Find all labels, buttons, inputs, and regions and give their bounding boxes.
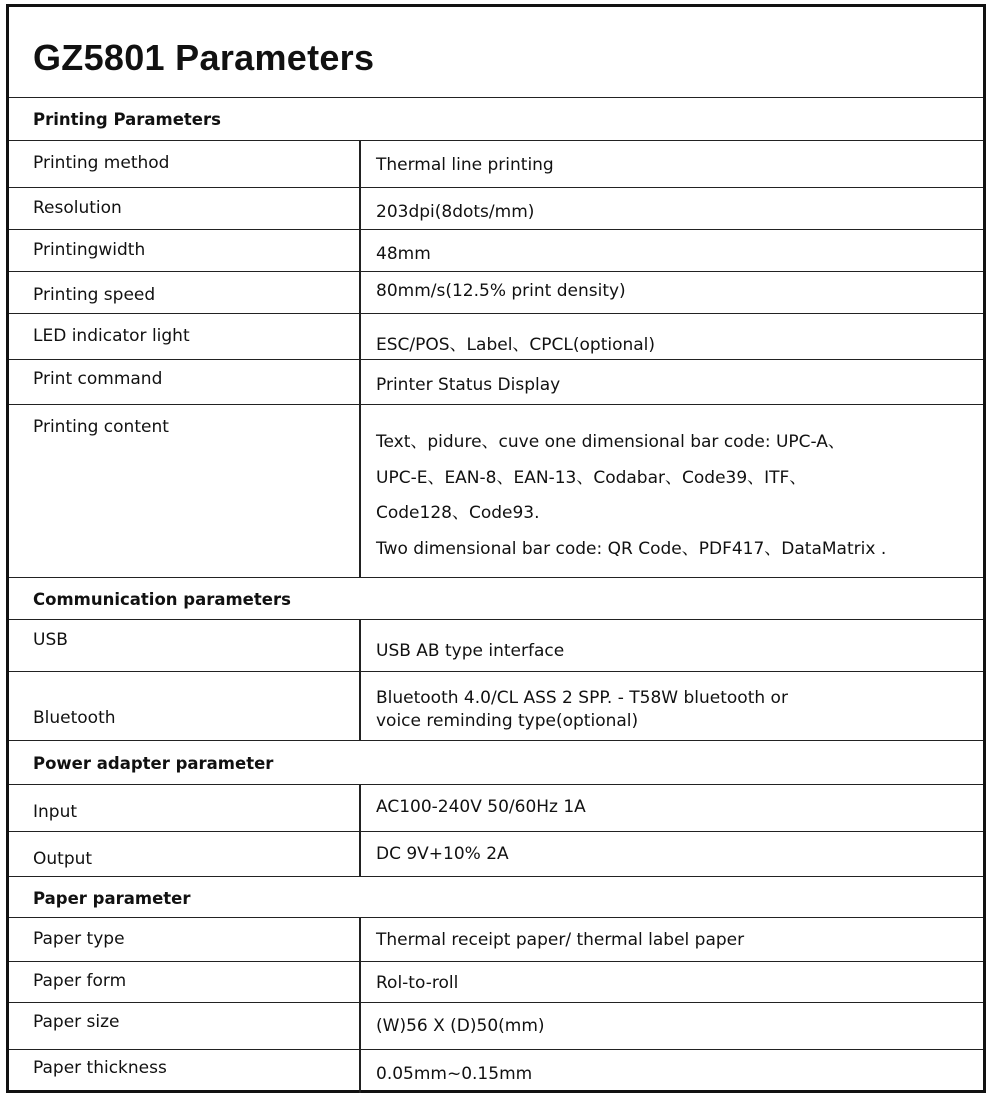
row-value: 0.05mm~0.15mm — [376, 1064, 533, 1084]
row-label: USB — [33, 630, 68, 650]
row-value — [376, 687, 788, 733]
section-header-power — [9, 741, 983, 785]
table-row — [9, 672, 983, 741]
table-row — [9, 620, 983, 672]
table-row — [9, 141, 983, 188]
column-divider — [359, 785, 361, 877]
row-label: Paper thickness — [33, 1058, 167, 1078]
row-label: LED indicator light — [33, 326, 190, 346]
row-value: USB AB type interface — [376, 641, 565, 661]
row-value: Printer Status Display — [376, 375, 561, 395]
parameters-table — [6, 4, 986, 1093]
section-header-communication — [9, 577, 983, 620]
section-header-paper — [9, 877, 983, 918]
row-label: Paper type — [33, 929, 125, 949]
table-row — [9, 1003, 983, 1050]
table-row — [9, 1050, 983, 1093]
title-row — [9, 7, 983, 98]
page-title: GZ5801 Parameters — [33, 37, 375, 78]
value-line: Two dimensional bar code: QR Code、PDF417、DataMatrix . — [376, 538, 887, 559]
table-row — [9, 230, 983, 272]
section-title: Paper parameter — [33, 889, 191, 908]
row-value: DC 9V+10% 2A — [376, 844, 509, 864]
column-divider — [359, 141, 361, 577]
row-value: ESC/POS、Label、CPCL(optional) — [376, 335, 656, 355]
section-title: Printing Parameters — [33, 110, 221, 129]
column-divider — [359, 620, 361, 741]
row-label: Print command — [33, 369, 163, 389]
row-value: 48mm — [376, 244, 431, 264]
table-row — [9, 272, 983, 314]
row-label: Output — [33, 849, 93, 869]
row-label: Printingwidth — [33, 240, 146, 260]
table-row — [9, 360, 983, 405]
row-label: Paper form — [33, 971, 127, 991]
column-divider — [359, 918, 361, 1093]
row-label: Input — [33, 802, 78, 822]
value-line: Code128、Code93. — [376, 503, 540, 523]
section-header-printing — [9, 98, 983, 141]
value-line: UPC-E、EAN-8、EAN-13、Codabar、Code39、ITF、 — [376, 467, 807, 488]
table-row — [9, 832, 983, 877]
row-value: (W)56 X (D)50(mm) — [376, 1016, 545, 1036]
row-value: Thermal receipt paper/ thermal label paper — [376, 930, 745, 950]
table-row — [9, 785, 983, 832]
row-value — [376, 425, 886, 567]
value-line: voice reminding type(optional) — [376, 711, 639, 731]
row-value: 80mm/s(12.5% print density) — [376, 281, 626, 301]
value-line: Text、pidure、cuve one dimensional bar code: UPC-A、 — [376, 432, 845, 452]
row-label: Printing content — [33, 417, 169, 437]
row-label: Printing speed — [33, 285, 156, 305]
row-label: Bluetooth — [33, 708, 116, 728]
row-label: Resolution — [33, 198, 122, 218]
table-row — [9, 188, 983, 230]
section-title: Communication parameters — [33, 590, 291, 609]
table-row — [9, 918, 983, 962]
row-label: Paper size — [33, 1012, 120, 1032]
row-value: AC100-240V 50/60Hz 1A — [376, 797, 586, 817]
table-row — [9, 405, 983, 577]
value-line: Bluetooth 4.0/CL ASS 2 SPP. - T58W bluetooth or — [376, 688, 788, 708]
row-label: Printing method — [33, 153, 170, 173]
row-value: 203dpi(8dots/mm) — [376, 202, 535, 222]
section-title: Power adapter parameter — [33, 754, 274, 773]
table-row — [9, 962, 983, 1003]
row-value: Rol-to-roll — [376, 973, 459, 993]
row-value: Thermal line printing — [376, 155, 554, 175]
table-row — [9, 314, 983, 360]
